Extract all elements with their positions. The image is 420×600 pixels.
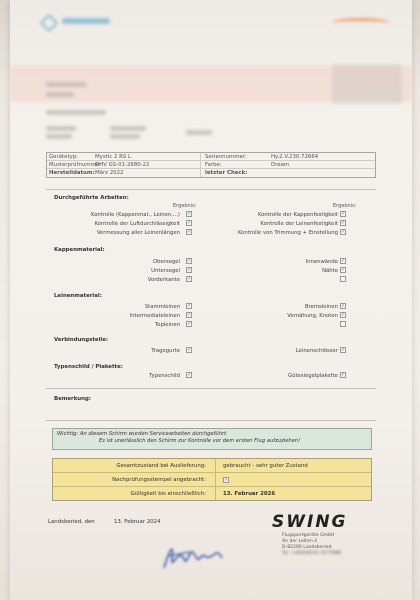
summary-box	[52, 458, 372, 501]
item-label: Obersegel	[152, 259, 180, 265]
checkbox-empty[interactable]	[340, 321, 346, 327]
checkbox[interactable]: ✓	[187, 258, 192, 264]
note-line-2: Es ist unerlässlich den Schirm zur Kontrolle vor dem ersten Flug aufzuziehen!	[99, 438, 301, 444]
checkbox[interactable]: ✓	[187, 220, 192, 226]
value-geraetetyp: Mystic 2 RS L	[91, 153, 201, 160]
section-title-kappenmaterial: Kappenmaterial:	[54, 247, 105, 253]
label-seriennummer: Seriennummer:	[205, 153, 247, 160]
item-label: Vermessung aller Leinenlängen	[96, 230, 180, 236]
brand-logo: SWING	[272, 512, 348, 532]
service-note	[52, 428, 372, 450]
stamp-checkbox-wrap	[223, 477, 229, 483]
checkbox[interactable]: ✓	[187, 347, 192, 353]
info-row	[47, 153, 375, 161]
summary-row	[53, 473, 371, 487]
ergebnis-header-right: Ergebnis:	[333, 203, 357, 209]
item-label: Bremsleinen	[304, 304, 338, 310]
checkbox[interactable]: ✓	[187, 372, 192, 378]
note-line-1: Wichtig: An diesem Schirm wurden Servicearbeiten durchgeführt.	[57, 431, 228, 437]
info-row	[47, 161, 375, 169]
item-label: Stammleinen	[144, 304, 180, 310]
checkbox[interactable]: ✓	[187, 211, 192, 217]
value-musterpruefnummer: DHV GS-01-2680-22	[91, 161, 201, 168]
item-label: Vorderkante	[147, 277, 180, 283]
label-herstelldatum: Herstelldatum:	[49, 170, 95, 176]
checkbox[interactable]: ✓	[341, 258, 346, 264]
checkbox[interactable]: ✓	[341, 312, 346, 318]
checkbox[interactable]: ✓	[341, 347, 346, 353]
item-label: Kontrolle der Leinenfestigkeit	[260, 221, 338, 227]
section-title-typenschild: Typenschild / Plakette:	[54, 364, 123, 370]
checkbox[interactable]: ✓	[341, 229, 346, 235]
checkbox[interactable]: ✓	[341, 372, 346, 378]
summary-label: Gültigkeit bis einschließlich:	[130, 491, 206, 497]
summary-label: Gesamtzustand bei Auslieferung:	[116, 463, 206, 469]
checkbox[interactable]: ✓	[187, 312, 192, 318]
label-geraetetyp: Gerätetyp:	[49, 153, 78, 160]
divider	[46, 189, 376, 190]
summary-row	[53, 487, 371, 501]
item-label: Gütesiegelplakette	[287, 373, 338, 379]
checkbox[interactable]: ✓	[187, 303, 192, 309]
address-line: Tel. +49(0)8141-3277888	[282, 551, 342, 556]
item-label: Nähte	[322, 268, 338, 274]
checkbox[interactable]: ✓	[187, 267, 192, 273]
item-label: Kontrolle von Trimmung + Einstellung	[237, 230, 338, 236]
divider	[46, 388, 376, 389]
item-label: Topleinen	[154, 322, 180, 328]
item-label: Kontrolle (Kappenmat., Leinen,...)	[90, 212, 180, 218]
value-herstelldatum: März 2022	[91, 169, 201, 177]
device-info-table	[46, 152, 376, 178]
signature	[160, 538, 230, 574]
stamp-checkbox[interactable]: ✓	[224, 477, 229, 483]
footer-date: 13. Februar 2024	[114, 519, 161, 525]
item-label: Typenschild	[149, 373, 180, 379]
company-logo	[332, 14, 392, 34]
label-letzter-check: letzter Check:	[205, 170, 248, 176]
info-row	[47, 169, 375, 177]
item-label: Intermediateleinen	[129, 313, 180, 319]
section-title-bemerkung: Bemerkung:	[54, 396, 91, 402]
summary-label: Nachprüfungsstempel angebracht:	[112, 477, 206, 483]
checkbox[interactable]: ✓	[187, 321, 192, 327]
address-line: D-82290 Landsberied	[282, 545, 332, 550]
value-farbe: Dream	[271, 161, 290, 168]
footer-place: Landsberied, den	[48, 519, 95, 525]
partner-logo	[40, 14, 110, 32]
checkbox[interactable]: ✓	[341, 211, 346, 217]
checkbox[interactable]: ✓	[187, 276, 192, 282]
checkbox[interactable]: ✓	[187, 229, 192, 235]
ergebnis-header-left: Ergebnis:	[173, 203, 197, 209]
item-label: Leinenschlösser	[295, 348, 338, 354]
value-seriennummer: Hy.2.V.230.72664	[271, 153, 319, 160]
summary-value: gebraucht - sehr guter Zustand	[223, 463, 308, 469]
document-page	[10, 0, 412, 600]
checkbox-empty[interactable]	[340, 276, 346, 282]
item-label: Tragegurte	[151, 348, 180, 354]
item-label: Vernähung, Knoten	[287, 313, 338, 319]
item-label: Untersegel	[151, 268, 180, 274]
address-line: An der Leiten 4	[282, 539, 318, 544]
section-title-arbeiten: Durchgeführte Arbeiten:	[54, 195, 129, 201]
validity-date: 13. Februar 2026	[223, 491, 276, 497]
blurred-header	[10, 0, 412, 140]
item-label: Kontrolle der Kappenfestigkeit	[257, 212, 338, 218]
label-farbe: Farbe:	[205, 161, 222, 168]
divider	[46, 420, 376, 421]
company-address	[282, 533, 341, 557]
checkbox[interactable]: ✓	[341, 220, 346, 226]
section-title-verbindungsteile: Verbindungsteile:	[54, 337, 109, 343]
item-label: Innenwände	[305, 259, 338, 265]
summary-row	[53, 459, 371, 473]
checkbox[interactable]: ✓	[341, 267, 346, 273]
address-line: Flugsportgeräte GmbH	[282, 533, 335, 538]
item-label: Kontrolle der Luftdurchlässigkeit	[94, 221, 180, 227]
label-musterpruefnummer: Musterprüfnummer:	[49, 161, 104, 168]
checkbox[interactable]: ✓	[341, 303, 346, 309]
section-title-leinenmaterial: Leinenmaterial:	[54, 293, 102, 299]
